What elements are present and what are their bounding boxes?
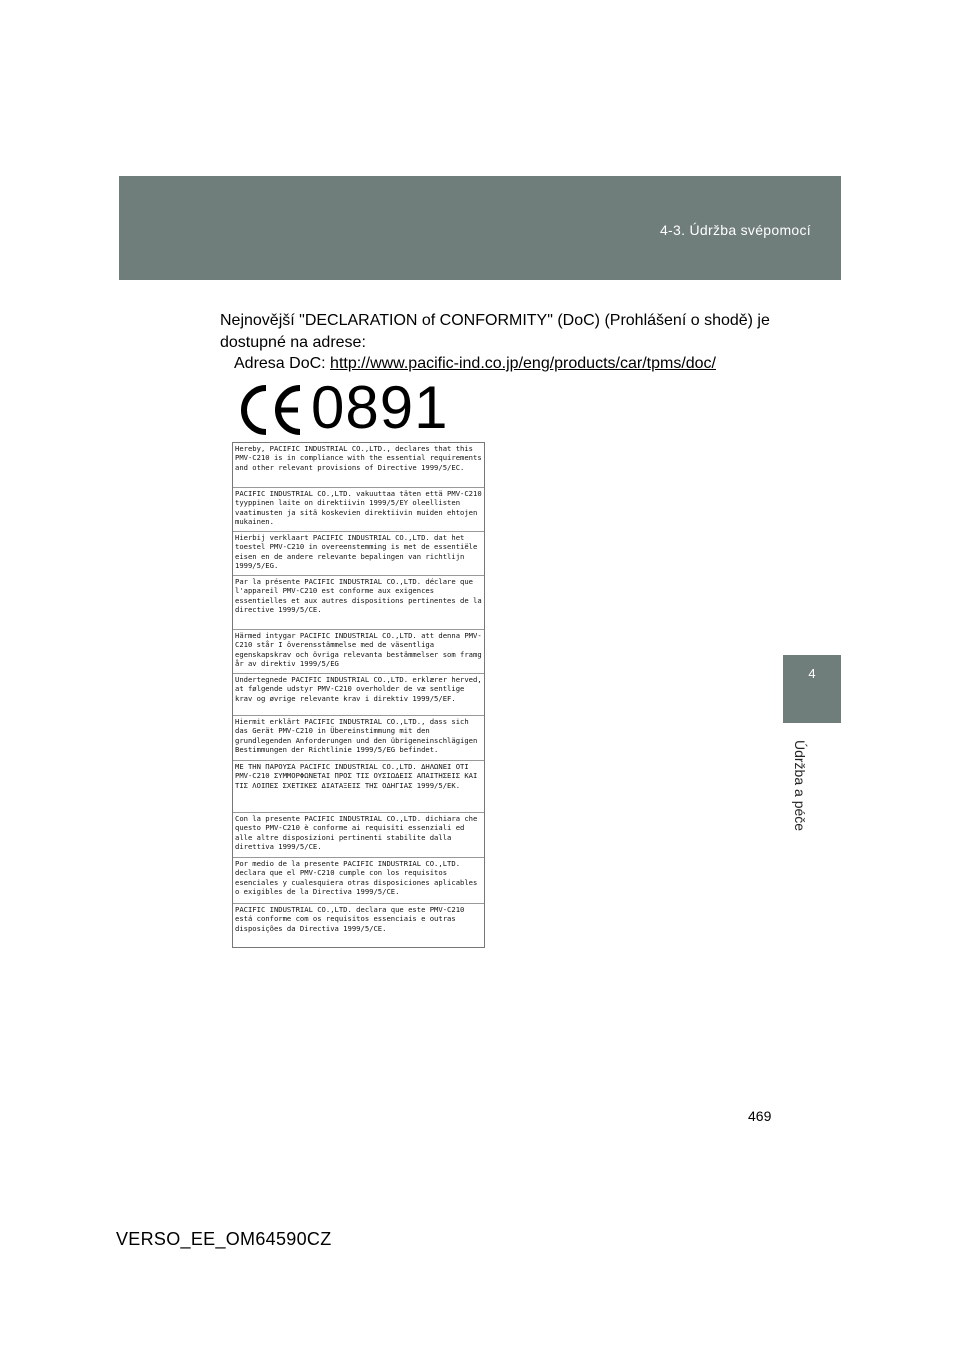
doc-address-line [234, 355, 716, 373]
declaration-cell-it: Con la presente PACIFIC INDUSTRIAL CO.,LTD. dichiara che questo PMV-C210 è conforme ai requisiti essenziali ed alle altre disposizioni pertinenti stabilite dalla direttiva 1999/5/CE. [233, 813, 484, 858]
header-band [119, 176, 841, 280]
declaration-cell-sv: Härmed intygar PACIFIC INDUSTRIAL CO.,LTD. att denna PMV-C210 står I överensstämmelse med de väsentliga egenskapskrav och övriga relevanta bestämmelser som framg år av direktiv 1999/5/EG [233, 630, 484, 674]
declaration-cell-el: ΜΕ ΤΗΝ ΠΑΡΟΥΣΑ PACIFIC INDUSTRIAL CO.,LTD. ΔΗΛΩΝΕΙ ΟΤΙ PMV-C210 ΣΥΜΜΟΡΦΩΝΕΤΑΙ ΠΡΟΣ ΤΙΣ ΟΥΣΙΩΔΕΙΣ ΑΠΑΙΤΗΣΕΙΣ ΚΑΙ ΤΙΣ ΛΟΙΠΕΣ ΣΧΕΤΙΚΕΣ ΔΙΑΤΑΞΕΙΣ ΤΗΣ ΟΔΗΓΙΑΣ 1999/5/ΕΚ. [233, 761, 484, 813]
page-number: 469 [748, 1108, 772, 1124]
chapter-label: Údržba a péče [792, 740, 808, 832]
ce-notified-body-number: 0891 [311, 374, 449, 441]
declaration-cell-nl: Hierbij verklaart PACIFIC INDUSTRIAL CO.,LTD. dat het toestel PMV-C210 in overeenstemming is met de essentiële eisen en de andere relevante bepalingen van richtlijn 1999/5/EG. [233, 532, 484, 576]
declaration-cell-fr: Par la présente PACIFIC INDUSTRIAL CO.,LTD. déclare que l'appareil PMV-C210 est conforme aux exigences essentielles et aux autres dispositions pertinentes de la directive 1999/5/CE. [233, 576, 484, 630]
chapter-label-container [792, 740, 812, 860]
doc-address-label: Adresa DoC: [234, 355, 331, 372]
chapter-number: 4 [808, 666, 816, 681]
chapter-tab[interactable] [783, 655, 841, 723]
declaration-cell-da: Undertegnede PACIFIC INDUSTRIAL CO.,LTD. erklærer herved, at følgende udstyr PMV-C210 overholder de væ sentlige krav og øvrige relevante krav i direktiv 1999/5/EF. [233, 674, 484, 716]
declaration-table [232, 442, 485, 948]
document-code: VERSO_EE_OM64590CZ [116, 1229, 332, 1249]
declaration-cell-en: Hereby, PACIFIC INDUSTRIAL CO.,LTD., declares that this PMV-C210 is in compliance with the essential requirements and other relevant provisions of Directive 1999/5/EC. [233, 443, 484, 488]
section-title: 4-3. Údržba svépomocí [659, 222, 811, 238]
ce-mark-icon [236, 382, 306, 438]
doc-address-link[interactable]: http://www.pacific-ind.co.jp/eng/products/car/tpms/doc/ [330, 355, 716, 372]
declaration-cell-es: Por medio de la presente PACIFIC INDUSTRIAL CO.,LTD. declara que el PMV-C210 cumple con los requisitos esenciales y cualesquiera otras disposiciones aplicables o exigibles de la Directiva 1999/5/CE. [233, 858, 484, 904]
intro-paragraph: Nejnovější "DECLARATION of CONFORMITY" (DoC) (Prohlášení o shodě) je dostupné na adrese: [220, 312, 770, 351]
declaration-cell-de: Hiermit erklärt PACIFIC INDUSTRIAL CO.,LTD., dass sich das Gerät PMV-C210 in Übereinstimmung mit den grundlegenden Anforderungen und den übrigeneinschlägigen Bestimmungen der Richtlinie 1999/5/EG befindet. [233, 716, 484, 761]
declaration-cell-fi: PACIFIC INDUSTRIAL CO.,LTD. vakuuttaa täten että PMV-C210 tyyppinen laite on direktiivin 1999/5/EY oleellisten vaatimusten ja sitä koskevien direktiivin muiden ehtojen mukainen. [233, 488, 484, 532]
declaration-cell-pt: PACIFIC INDUSTRIAL CO.,LTD. declara que este PMV-C210 está conforme com os requisitos essenciais e outras disposições da Directiva 1999/5/CE. [235, 905, 465, 933]
